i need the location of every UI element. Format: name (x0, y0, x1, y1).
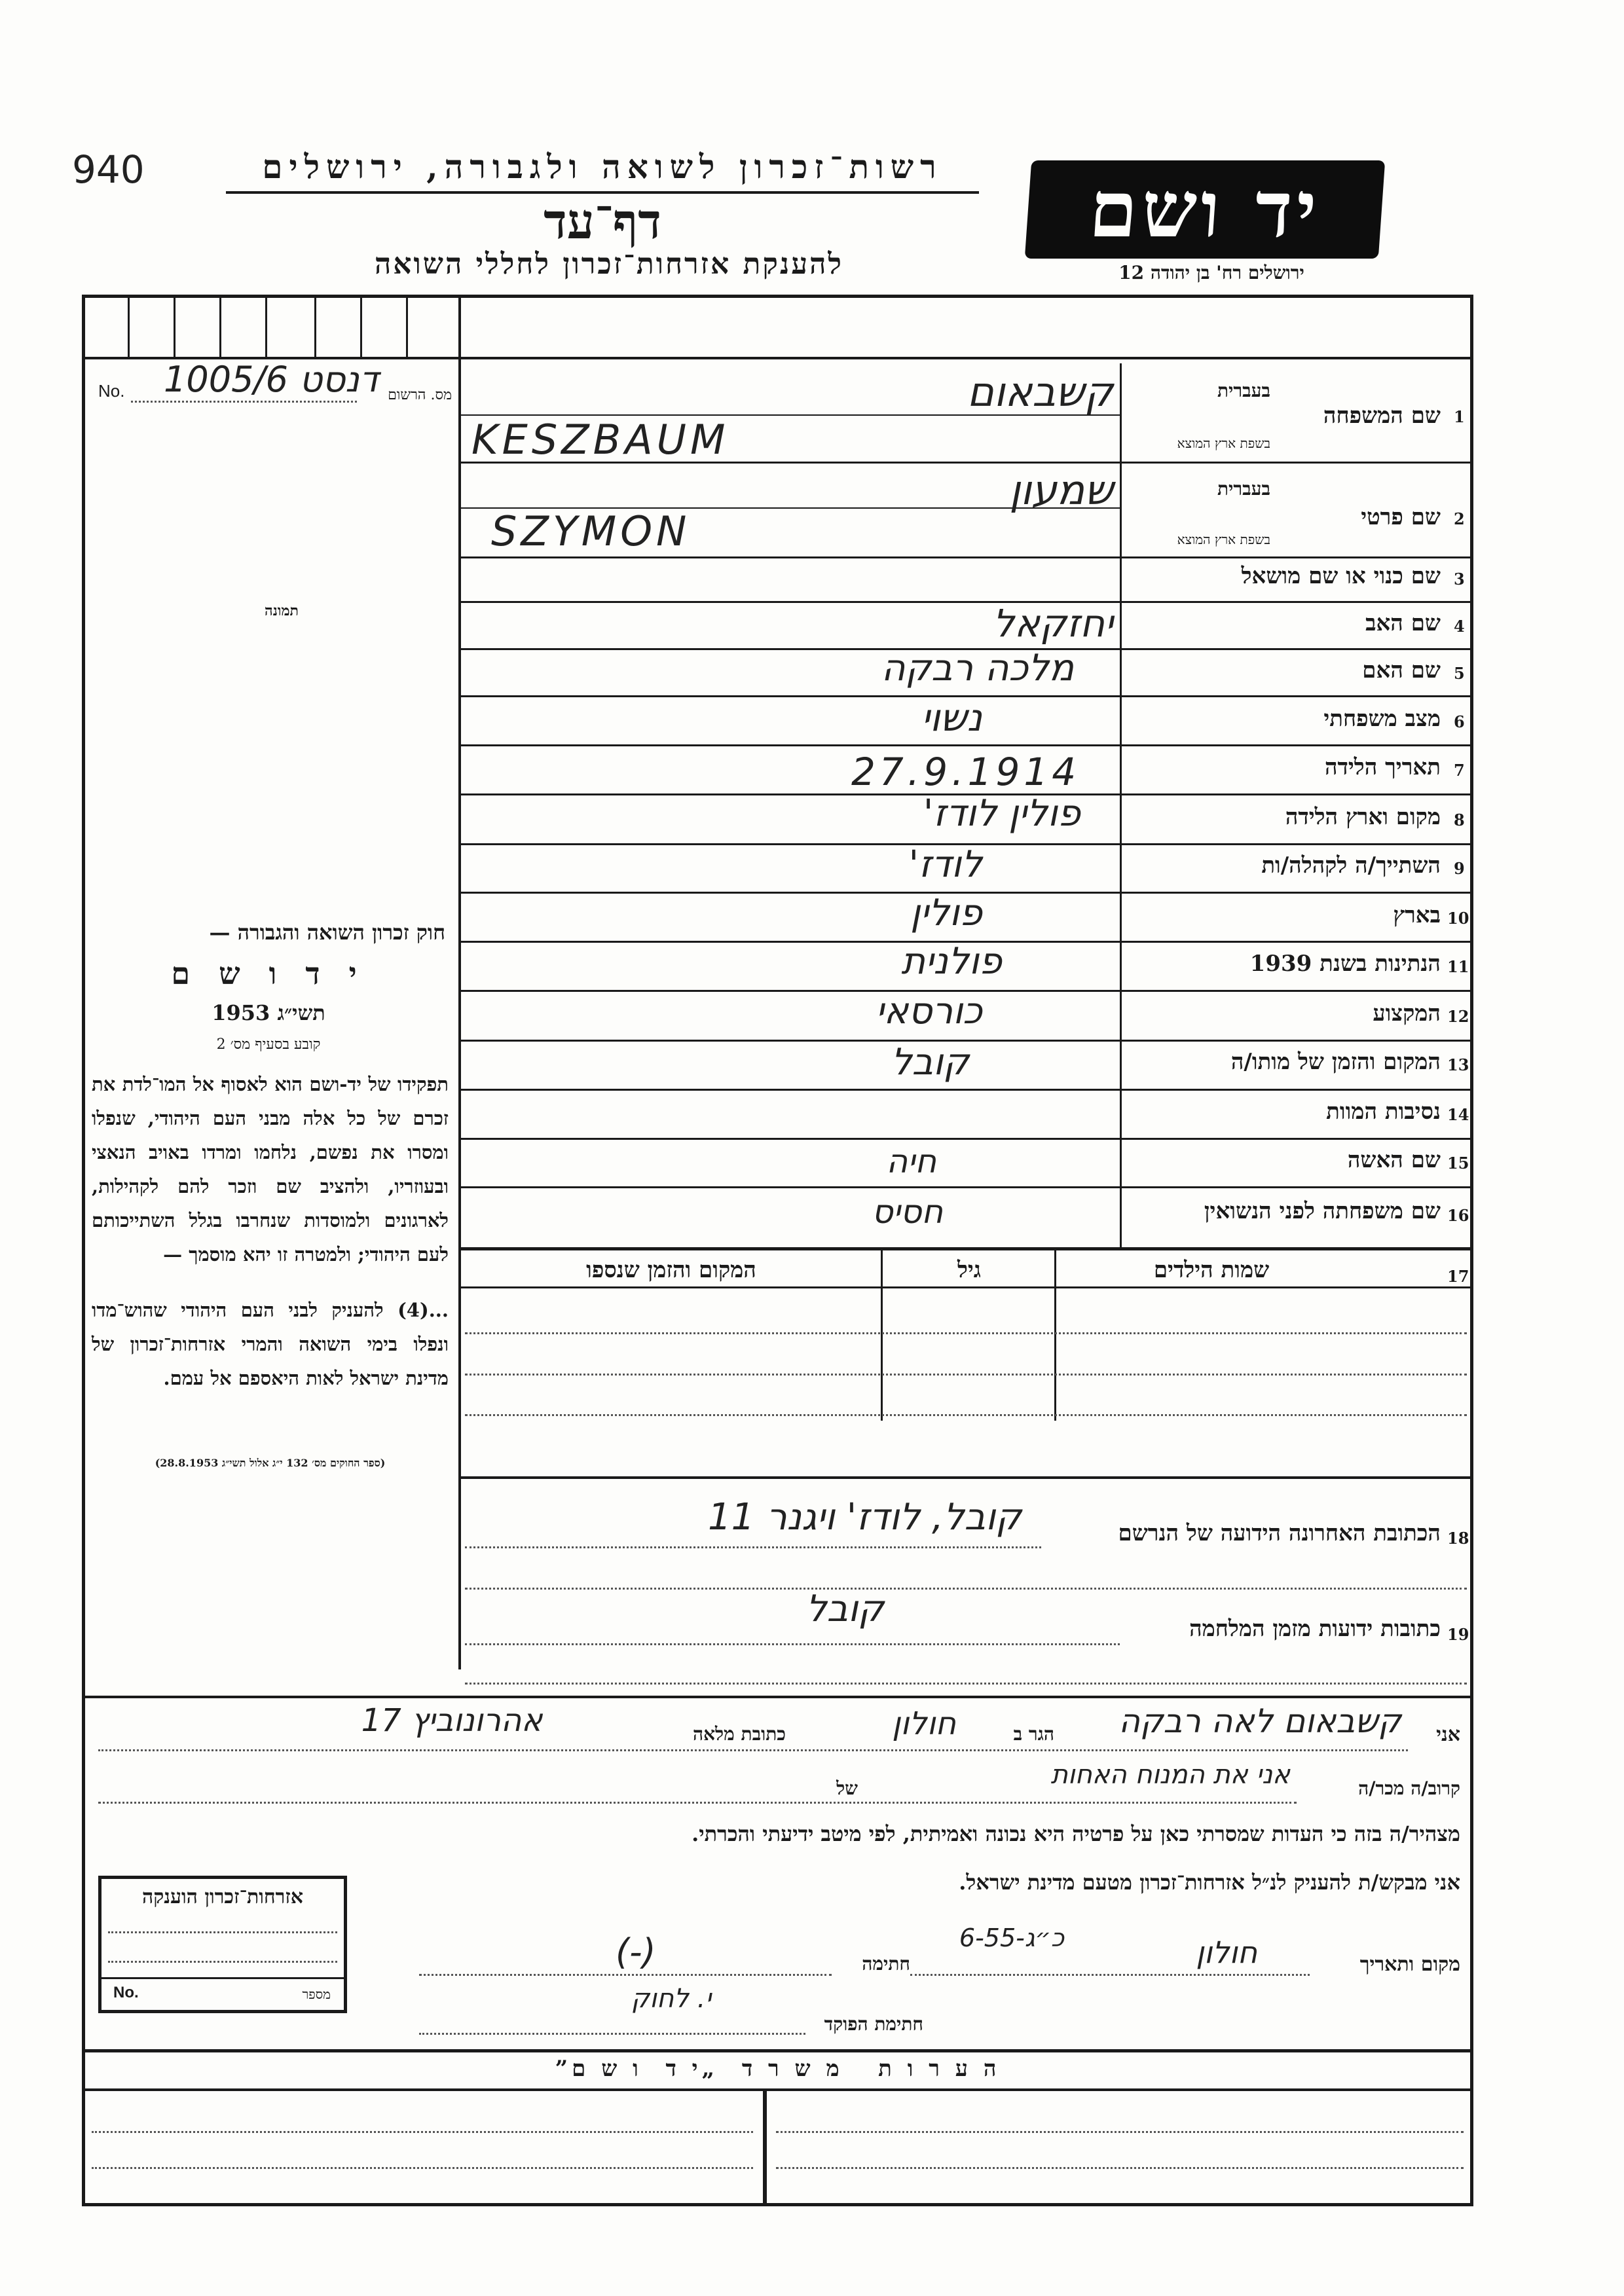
field-4-label: שם האב (1365, 610, 1441, 636)
field-4-value: יחזקאל (993, 601, 1113, 646)
organization-address: ירושלים רח' בן יהודה 12 (1118, 262, 1304, 283)
declaration-relative-label: קרוב/ה מכר/ה (1358, 1777, 1460, 1799)
field-16-number: 16 (1447, 1206, 1469, 1225)
field-16-label: שם משפחתה לפני הנשואין (1204, 1198, 1441, 1224)
law-clause: קובע בסעיף מס׳ 2 (216, 1036, 321, 1053)
field-19-label: כתובות ידועות מזמן המלחמה (1189, 1616, 1441, 1642)
field-2-value: שמעון (1009, 466, 1113, 514)
reg-no-label: מס. הרשום (388, 387, 452, 403)
field-10-label: בארץ (1393, 902, 1441, 928)
field-7-label: תאריך הלידה (1324, 754, 1441, 780)
field-6-number: 6 (1454, 712, 1465, 731)
declaration-ani: אני (1436, 1723, 1460, 1746)
field-8-number: 8 (1454, 811, 1465, 829)
field-2-label: שם פרטי (1361, 504, 1441, 530)
field-2-number: 2 (1454, 509, 1465, 528)
field-7-value: 27.9.1914 (851, 750, 1080, 794)
declaration-resides-label: הגר ב (1013, 1723, 1054, 1745)
form-subtitle: להענקת אזרחות־זכרון לחללי השואה (374, 247, 843, 281)
authority-name: רשות־זכרון לשואה ולגבורה, ירושלים (262, 147, 943, 186)
field-5-label: שם האם (1362, 657, 1441, 683)
field-11-label: הנתינות בשנת 1939 (1249, 951, 1441, 977)
field-18-number: 18 (1447, 1529, 1469, 1548)
field-15-label: שם האשה (1347, 1147, 1441, 1173)
field-8-label: מקום וארץ הלידה (1285, 804, 1441, 830)
field-13-label: המקום והזמן של מותו/ה (1230, 1049, 1441, 1075)
field-2-foreign-tag: בשפת ארץ המוצא (1177, 532, 1270, 547)
officer-signature-value: י. לחוק (631, 1984, 712, 2014)
law-source: (ספר החוקים מס׳ 132 י״ג אלול תשי״ג 28.8.1953) (155, 1457, 386, 1469)
field-6-label: מצב משפחתי (1323, 706, 1441, 732)
field-1-label: שם המשפחה (1323, 403, 1441, 429)
field-13-value: קובל (891, 1041, 969, 1084)
field-9-value: לודז' (908, 843, 982, 886)
officer-signature-label: חתימת הפוקד (824, 2013, 923, 2035)
field-3-label: שם כנוי או שם מושאל (1241, 563, 1441, 589)
yad-vashem-logo (1025, 160, 1385, 259)
place-date-label: מקום ותאריך (1359, 1953, 1460, 1976)
children-age-header: גיל (957, 1257, 982, 1283)
field-12-value: כורסאי (876, 990, 982, 1032)
logo-text: יד ושם (1086, 164, 1323, 255)
field-16-value: חסיס (872, 1193, 943, 1231)
children-place-header: המקום והזמן שנספו (586, 1257, 756, 1283)
field-12-number: 12 (1447, 1007, 1469, 1026)
field-7-number: 7 (1454, 761, 1465, 780)
field-13-number: 13 (1447, 1055, 1469, 1074)
field-2-hebrew-tag: בעברית (1217, 478, 1270, 500)
field-4-number: 4 (1454, 617, 1465, 636)
field-5-number: 5 (1454, 664, 1465, 683)
field-19-number: 19 (1447, 1625, 1469, 1644)
notes-title: ה ע ר ו ת מ ש ר ד „י ד ו ש ם” (555, 2056, 1001, 2082)
handwritten-number: 940 (72, 147, 145, 192)
children-names-header: שמות הילדים (1153, 1257, 1270, 1283)
field-10-value: פולין (910, 892, 982, 934)
field-6-value: נשוי (921, 695, 982, 740)
form-title: דף־עד (544, 194, 661, 250)
reg-no-value: 1005/6 דנסט (164, 359, 379, 400)
field-18-label: הכתובת האחרונה הידועה של הנרשם (1118, 1520, 1441, 1546)
declaration-name: קשבאום לאה רבקה (1118, 1702, 1401, 1740)
photo-label: תמונה (265, 602, 299, 619)
place-value: חולון (1196, 1935, 1257, 1970)
field-14-label: נסיבות המוות (1326, 1099, 1441, 1125)
field-1-number: 1 (1454, 407, 1465, 426)
field-10-number: 10 (1447, 909, 1469, 928)
field-19-value: קובל (805, 1588, 884, 1630)
field-8-value: פולין לודז' (923, 792, 1080, 835)
declaration-relation: אני את המנוח האחות (1050, 1760, 1290, 1790)
field-18-value: קובל, לודז' ויגנר 11 (708, 1496, 1022, 1539)
declaration-request: אני מבקש/ת להעניק לנ״ל אזרחות־זכרון מטעם מדינת ישראל. (959, 1870, 1460, 1895)
field-15-value: חיה (886, 1142, 936, 1180)
field-15-number: 15 (1447, 1154, 1469, 1173)
field-3-number: 3 (1454, 570, 1465, 589)
declaration-full-address-label: כתובת מלאה (692, 1723, 786, 1745)
field-14-number: 14 (1447, 1105, 1469, 1124)
law-text-2: ...(4) להעניק לבני העם היהודי שהוש־מדו ונפלו בימי השואה והמרי אזרחות־זכרון של מדינת ישראל לאות היאספם אל עמם. (92, 1299, 449, 1389)
declaration-city: חולון (892, 1705, 956, 1742)
law-name: י ד ו ש ם (171, 956, 366, 991)
signature-value: (-) (616, 1931, 656, 1973)
law-title: חוק זכרון השואה והגבורה — (209, 920, 445, 945)
granted-box-title: אזרחות־זכרון הוענקה (141, 1886, 304, 1908)
declaration-statement: מצהיר/ה בזה כי העדות שמסרתי כאן על פרטיה היא נכונה ואמיתית, לפי מיטב ידיעתי והכרתי. (692, 1821, 1460, 1846)
field-9-label: השתייך/ה לקהלה/ות (1261, 852, 1441, 879)
citizenship-granted-box (98, 1876, 347, 2013)
field-1-value-foreign: KESZBAUM (471, 416, 729, 464)
field-2-value-foreign: SZYMON (491, 507, 691, 555)
field-11-value: פולנית (901, 940, 1002, 983)
declaration-of-label: של (836, 1777, 858, 1799)
date-value: כ״ג-6-55 (959, 1923, 1065, 1952)
declaration-street: אהרונוביץ 17 (361, 1702, 543, 1739)
granted-box-no-label: מספר (302, 1986, 331, 2002)
field-12-label: המקצוע (1373, 1000, 1441, 1027)
field-5-value: מלכה רבקה (881, 647, 1074, 689)
field-11-number: 11 (1447, 957, 1469, 976)
reg-no-prefix: No. (98, 381, 125, 401)
field-1-value: קשבאום (967, 368, 1113, 416)
signature-label: חתימה (862, 1953, 910, 1975)
field-1-hebrew-tag: בעברית (1217, 380, 1270, 401)
field-9-number: 9 (1454, 859, 1465, 878)
law-year: תשי״ג 1953 (212, 1000, 325, 1025)
field-17-number: 17 (1447, 1267, 1469, 1286)
granted-box-no-prefix: No. (113, 1984, 139, 2001)
law-text-1: תפקידו של יד-ושם הוא לאסוף אל המו־לדת את זכרם של כל אלה מבני העם היהודי, שנפלו ומסרו את נפשם, נלחמו ומרדו באויב הנאצי ובעוזריו, ולהציב שם וזכר להם לקהילות, לארגונים ולמוסדות שנחרבו בגלל השתייכותם לעם היהודי; ולמטרה זו יהא מוסמך — (92, 1073, 449, 1266)
field-1-foreign-tag: בשפת ארץ המוצא (1177, 435, 1270, 451)
